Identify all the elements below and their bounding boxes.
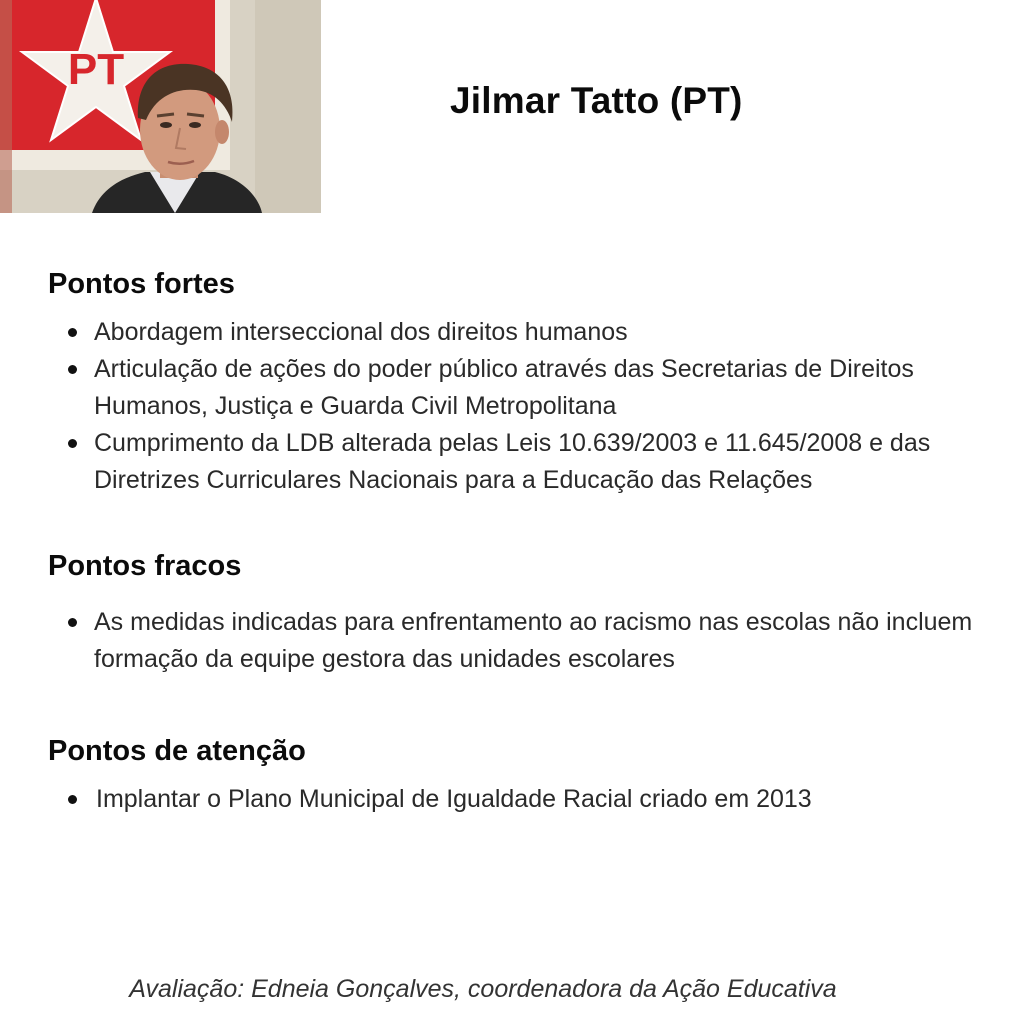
section-pontos-de-atencao	[48, 733, 998, 818]
list-item	[48, 314, 998, 351]
list-item-text: Abordagem interseccional dos direitos humanos	[94, 318, 628, 346]
list-item	[48, 351, 998, 425]
bullet-icon	[68, 365, 77, 374]
candidate-photo	[0, 0, 321, 213]
section-heading: Pontos de atenção	[48, 735, 306, 767]
bullet-list	[48, 781, 998, 818]
bullet-list	[48, 604, 998, 678]
pt-logo-text: PT	[67, 45, 125, 94]
bullet-list	[48, 314, 998, 499]
list-item	[48, 425, 998, 499]
list-item-text: Cumprimento da LDB alterada pelas Leis 10.639/2003 e 11.645/2008 e das Diretrizes Curriculares Nacionais para a Educação das Relações	[94, 429, 931, 494]
bullet-icon	[68, 439, 77, 448]
evaluation-credit: Avaliação: Edneia Gonçalves, coordenadora da Ação Educativa	[129, 975, 837, 1003]
section-heading: Pontos fortes	[48, 268, 235, 300]
list-item-text: Articulação de ações do poder público através das Secretarias de Direitos Humanos, Justiça e Guarda Civil Metropolitana	[94, 355, 914, 420]
bullet-icon	[68, 618, 77, 627]
section-heading: Pontos fracos	[48, 550, 242, 582]
list-item-text: As medidas indicadas para enfrentamento ao racismo nas escolas não incluem formação da equipe gestora das unidades escolares	[94, 608, 973, 673]
list-item	[48, 781, 998, 818]
bullet-icon	[68, 795, 77, 804]
section-pontos-fracos	[48, 548, 998, 678]
page-title: Jilmar Tatto (PT)	[450, 80, 743, 121]
section-pontos-fortes	[48, 266, 998, 499]
bullet-icon	[68, 328, 77, 337]
list-item-text: Implantar o Plano Municipal de Igualdade Racial criado em 2013	[96, 785, 812, 813]
list-item	[48, 604, 998, 678]
